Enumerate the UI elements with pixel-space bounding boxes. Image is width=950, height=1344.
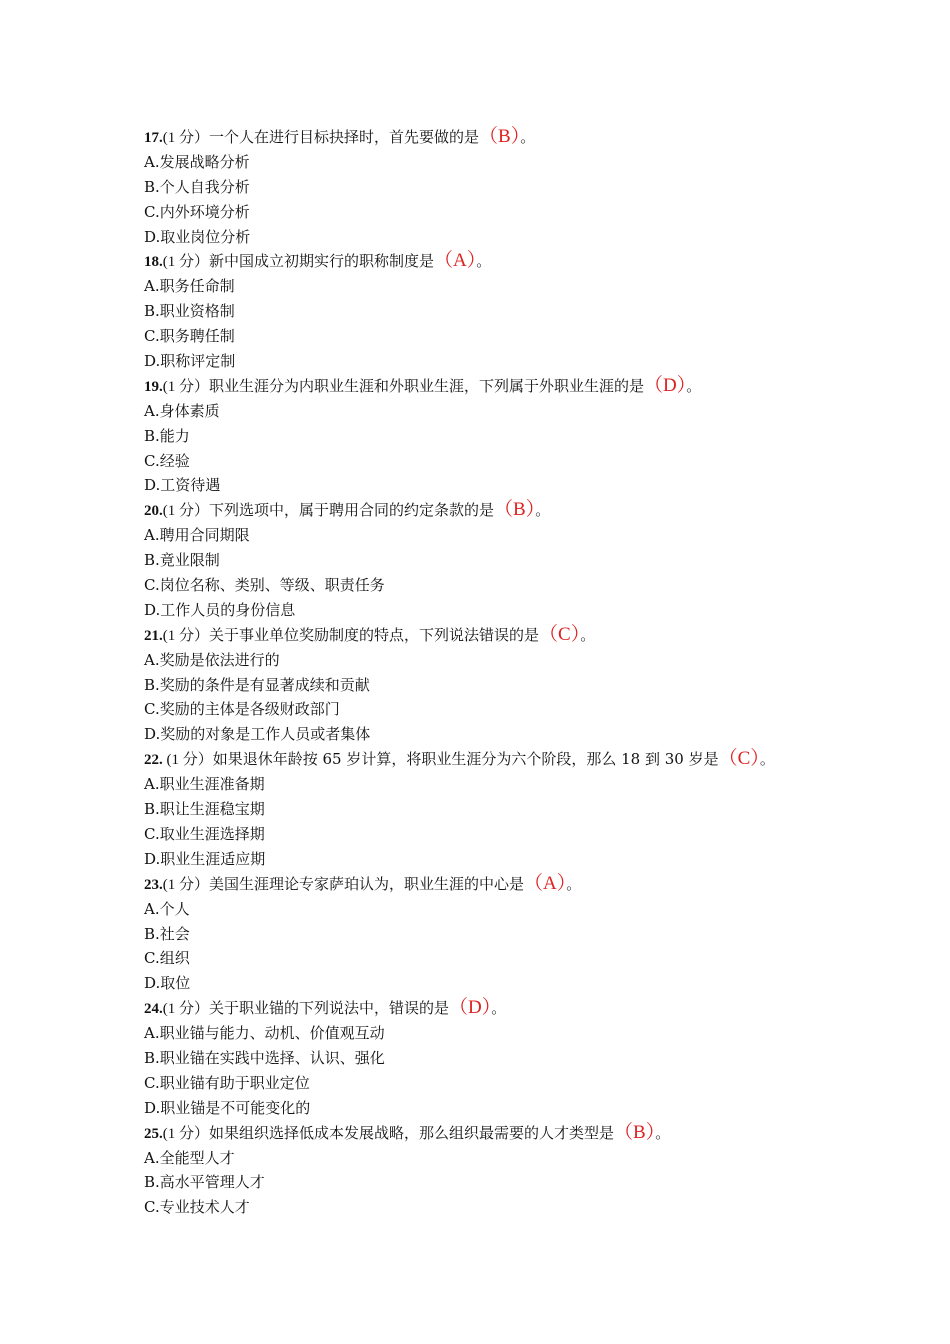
option-a: A.聘用合同期限 (144, 526, 250, 545)
option-a: A.发展战略分析 (144, 152, 250, 171)
option-c: C.奖励的主体是各级财政部门 (144, 700, 340, 719)
question-answer: （A） (524, 872, 567, 894)
question-points: (1 分） (162, 876, 209, 893)
option-b: B.竟业限制 (144, 551, 220, 570)
question-number: 21. (144, 627, 163, 644)
question-number: 18. (144, 254, 163, 271)
question-stem: 如果退休年龄按 65 岁计算，将职业生涯分为六个阶段，那么 18 到 30 岁是 (212, 750, 719, 769)
option-a: A.奖励是依法进行的 (144, 650, 280, 669)
option-a: A.职业锚与能力、动机、价值观互动 (144, 1024, 385, 1043)
question-points: (1 分） (162, 378, 209, 395)
question-stem: 关于职业锚的下列说法中，错误的是 (209, 999, 450, 1018)
question-22 (144, 747, 844, 772)
question-stem: 美国生涯理论专家萨珀认为，职业生涯的中心是 (209, 874, 525, 893)
question-points: (1 分） (162, 752, 213, 769)
question-number: 25. (144, 1125, 163, 1142)
question-tail: 。 (535, 501, 551, 520)
question-points: (1 分） (162, 254, 209, 271)
question-answer: （A） (434, 250, 477, 272)
question-tail: 。 (476, 252, 492, 271)
question-21 (144, 623, 844, 648)
question-points: (1 分） (162, 503, 209, 520)
option-c: C.内外环境分析 (144, 202, 250, 221)
option-c: C.职务聘任制 (144, 327, 235, 346)
option-b: B.个人自我分析 (144, 177, 250, 196)
option-d: D.职业生涯适应期 (144, 849, 266, 868)
question-stem: 职业生涯分为内职业生涯和外职业生涯，下列属于外职业生涯的是 (209, 376, 645, 395)
question-points: (1 分） (162, 130, 209, 146)
option-b: B.职让生涯稳宝期 (144, 800, 265, 819)
question-18 (144, 249, 844, 274)
option-b: B.能力 (144, 426, 190, 445)
option-d: D.工资待遇 (144, 476, 221, 495)
question-answer: （B） (494, 499, 536, 521)
option-b: B.职业资格制 (144, 302, 235, 321)
question-tail: 。 (686, 376, 702, 395)
question-stem: 如果组织选择低成本发展战略，那么组织最需要的人才类型是 (209, 1123, 615, 1142)
option-b: B.职业锚在实践中选择、认识、强化 (144, 1048, 385, 1067)
question-number: 22. (144, 752, 163, 769)
question-answer: （B） (479, 126, 521, 147)
question-answer: （C） (718, 748, 760, 770)
question-number: 20. (144, 503, 163, 520)
question-answer: （C） (539, 623, 581, 645)
option-a: A.职务任命制 (144, 277, 235, 296)
option-a: A.职业生涯准备期 (144, 775, 265, 794)
question-number: 24. (144, 1001, 163, 1018)
question-points: (1 分） (162, 1001, 209, 1018)
option-c: C.岗位名称、类别、等级、职责任务 (144, 576, 385, 595)
option-b: B.奖励的条件是有显著成续和贡献 (144, 675, 370, 694)
option-c: C.职业锚有助于职业定位 (144, 1073, 310, 1092)
option-a: A.个人 (144, 899, 190, 918)
question-17 (144, 125, 844, 150)
question-answer: （D） (644, 374, 687, 396)
option-c: C.取业生涯选择期 (144, 824, 265, 843)
question-20 (144, 498, 844, 523)
question-23 (144, 872, 844, 897)
question-19 (144, 374, 844, 399)
option-b: B.高水平管理人才 (144, 1173, 265, 1192)
option-c: C.组织 (144, 949, 190, 968)
question-answer: （B） (614, 1121, 656, 1143)
question-answer: （D） (449, 997, 492, 1019)
question-stem: 关于事业单位奖励制度的特点，下列说法错误的是 (209, 625, 540, 644)
question-tail: 。 (759, 750, 775, 769)
option-a: A.全能型人才 (144, 1148, 235, 1167)
question-tail: 。 (655, 1123, 671, 1142)
question-points: (1 分） (162, 627, 209, 644)
question-list (144, 125, 844, 1220)
option-d: D.取位 (144, 974, 191, 993)
question-tail: 。 (520, 128, 536, 146)
question-stem: 一个人在进行目标抉择时，首先要做的是 (209, 128, 480, 146)
question-stem: 新中国成立初期实行的职称制度是 (209, 252, 435, 271)
question-tail: 。 (566, 874, 582, 893)
option-d: D.职称评定制 (144, 352, 236, 371)
option-d: D.取业岗位分析 (144, 227, 251, 246)
question-number: 23. (144, 876, 163, 893)
question-24 (144, 996, 844, 1021)
option-d: D.工作人员的身份信息 (144, 600, 296, 619)
option-a: A.身体素质 (144, 401, 220, 420)
question-25 (144, 1121, 844, 1146)
question-number: 19. (144, 378, 163, 395)
question-tail: 。 (580, 625, 596, 644)
option-d: D.奖励的对象是工作人员或者集体 (144, 725, 371, 744)
question-stem: 下列选项中，属于聘用合同的约定条款的是 (209, 501, 495, 520)
question-points: (1 分） (162, 1125, 209, 1142)
option-d: D.职业锚是不可能变化的 (144, 1098, 311, 1117)
option-c: C.专业技术人才 (144, 1198, 250, 1217)
option-b: B.社会 (144, 924, 190, 943)
question-tail: 。 (491, 999, 507, 1018)
question-number: 17. (144, 130, 163, 146)
option-c: C.经验 (144, 451, 190, 470)
